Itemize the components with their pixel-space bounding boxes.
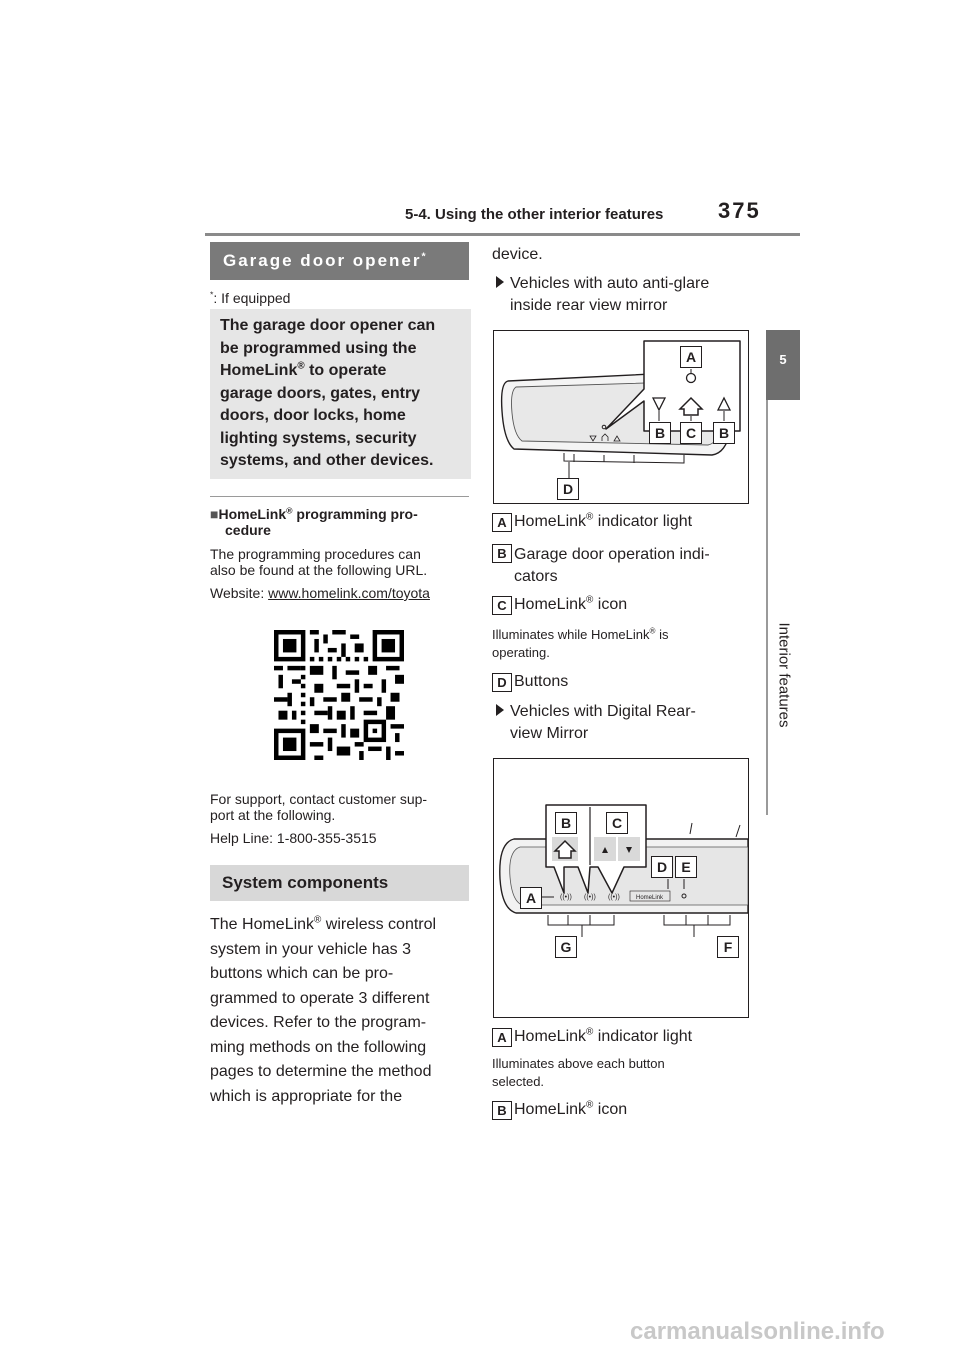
fig2-label-c: C <box>606 812 628 834</box>
fig1-label-d: D <box>557 478 579 500</box>
chapter-title: Interior features <box>775 622 793 728</box>
fig2-label-d: D <box>651 856 673 878</box>
svg-text:((•)): ((•)) <box>608 894 620 901</box>
garage-section-heading: Garage door opener* <box>210 242 469 280</box>
fig1-label-b2: B <box>713 422 735 444</box>
fig2-mirror-illustration <box>493 758 749 1018</box>
qr-code <box>274 630 404 760</box>
website-link[interactable]: www.homelink.com/toyota <box>268 585 430 601</box>
page-number: 375 <box>718 198 761 223</box>
help-line: Help Line: 1-800-355-3515 <box>210 830 377 846</box>
fig1-label-a: A <box>680 346 702 368</box>
header-divider <box>205 233 800 236</box>
subsection-heading: ■HomeLink® programming pro- cedure <box>210 505 418 538</box>
section-title: 5-4. Using the other interior features <box>405 206 664 223</box>
chapter-tab-line <box>766 400 768 815</box>
fig1-mirror-illustration <box>493 330 749 504</box>
fig2-legend-b: B HomeLink® icon <box>492 1101 752 1121</box>
chapter-number: 5 <box>779 352 787 367</box>
fig1-label-c: C <box>680 422 702 444</box>
mirror-homelink-text: HomeLink <box>636 895 664 901</box>
subsection-divider <box>210 496 469 497</box>
fig2-label-e: E <box>675 856 697 878</box>
fig1-label-b1: B <box>649 422 671 444</box>
components-paragraph-continued: device. <box>492 246 543 263</box>
fig2-label-b: B <box>555 812 577 834</box>
fig1-heading: Vehicles with auto anti-glare inside rear view mirror <box>496 273 709 317</box>
fig2-legend-a: A HomeLink® indicator light <box>492 1028 752 1048</box>
fig1-legend-c: C HomeLink® icon <box>492 596 752 616</box>
watermark: carmanualsonline.info <box>630 1318 885 1345</box>
components-paragraph: The HomeLink® wireless control system in your vehicle has 3 buttons which can be pro- grammed to operate 3 different devices. Refer to the program- ming methods on the following pages to determine the method which is appropriate for the <box>210 914 437 1105</box>
fig1-legend-c-note: Illuminates while HomeLink® is operating. <box>492 626 669 660</box>
svg-text:((•)): ((•)) <box>560 894 572 901</box>
mirror-drawing <box>494 331 749 504</box>
intro-box: The garage door opener can be programmed using the HomeLink® to operate garage doors, gates, entry doors, door locks, home lighting systems, security systems, and other devices. <box>210 309 471 479</box>
fig1-legend-d: D Buttons <box>492 673 752 693</box>
fig1-legend-b: B Garage door operation indi- cators <box>492 544 752 588</box>
components-section-heading: System components <box>210 865 469 901</box>
website-line: Website: www.homelink.com/toyota <box>210 585 430 601</box>
procedure-text: The programming procedures can also be found at the following URL. <box>210 546 428 578</box>
fig2-label-a: A <box>520 887 542 909</box>
footnote: *: If equipped <box>210 289 291 306</box>
fig2-heading: Vehicles with Digital Rear- view Mirror <box>496 701 696 745</box>
fig2-legend-a-note: Illuminates above each button selected. <box>492 1056 665 1089</box>
svg-text:((•)): ((•)) <box>584 894 596 901</box>
support-text: For support, contact customer sup- port at the following. <box>210 791 428 823</box>
fig1-legend-a: A HomeLink® indicator light <box>492 513 752 533</box>
fig2-label-f: F <box>717 936 739 958</box>
fig2-label-g: G <box>555 936 577 958</box>
